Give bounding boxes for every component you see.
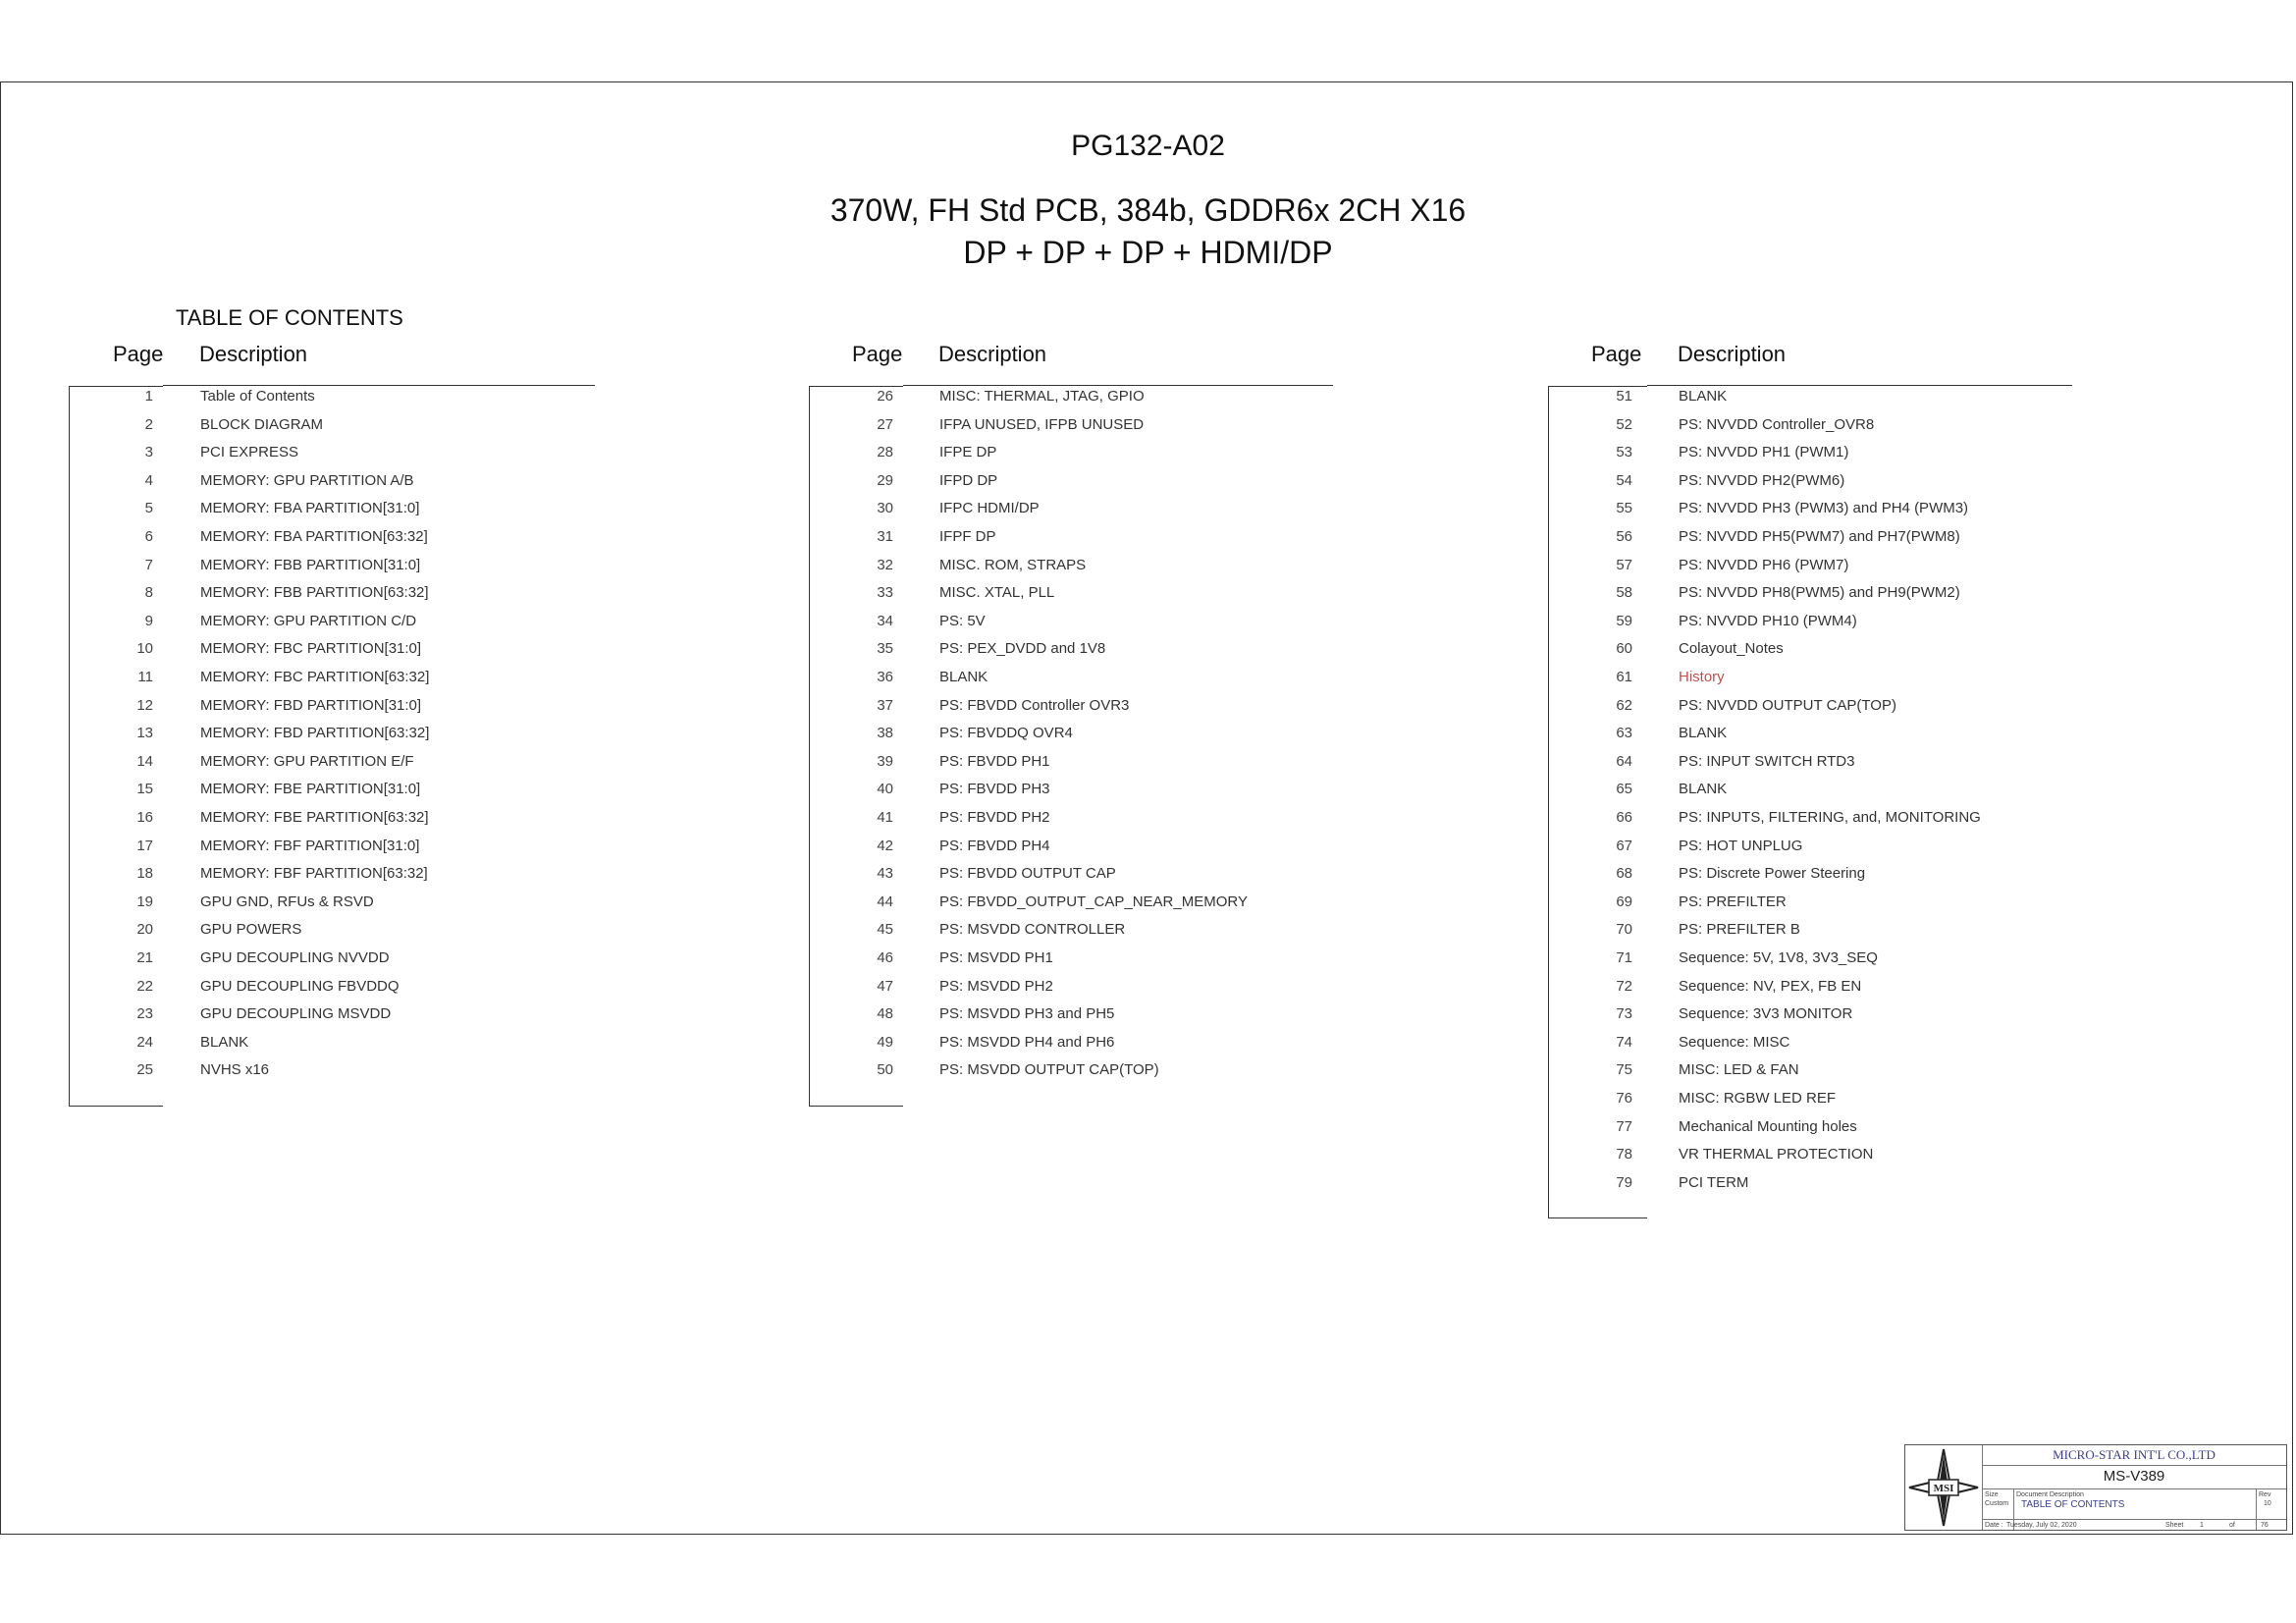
toc-page-number: 65 [1616,781,1632,798]
toc-page-number: 8 [144,584,153,602]
toc-page-number: 61 [1616,669,1632,685]
toc-description: PS: NVVDD OUTPUT CAP(TOP) [1679,696,1896,714]
sheet-label: Sheet [2165,1522,2184,1529]
toc-page-number: 68 [1616,865,1632,883]
toc-description: PS: FBVDDQ OVR4 [939,725,1073,742]
toc-page-number: 23 [136,1005,153,1023]
toc-page-number: 72 [1616,977,1632,995]
msi-logo [1905,1445,1983,1530]
toc-page-number: 57 [1616,556,1632,573]
toc-description: IFPC HDMI/DP [939,500,1040,517]
toc-page-number: 11 [137,669,153,685]
toc-page-number: 43 [877,865,893,883]
toc-page-number: 44 [877,893,893,910]
toc-description: PS: FBVDD PH1 [939,752,1050,770]
toc-page-number: 51 [1616,388,1632,405]
rev-value: 10 [2264,1500,2271,1507]
toc-description: BLANK [1679,725,1728,742]
toc-description: GPU GND, RFUs & RSVD [200,893,374,910]
toc-page-number: 41 [877,809,893,826]
msi-logo-text: MSI [1933,1483,1954,1494]
sheet-total: 76 [2261,1522,2269,1529]
document-subtitle-line2: DP + DP + DP + HDMI/DP [963,235,1333,270]
toc-description: MEMORY: FBE PARTITION[63:32] [200,809,429,826]
sheet-number: 1 [2200,1522,2204,1529]
toc-description: MEMORY: FBC PARTITION[31:0] [200,640,422,658]
toc-page-number: 54 [1616,471,1632,489]
column-header-description: Description [938,342,1047,366]
toc-page-number: 46 [877,949,893,966]
toc-page-number: 50 [877,1061,893,1079]
toc-page-number: 77 [1616,1117,1632,1135]
size-value: Custom [1985,1500,2009,1507]
toc-description: MISC: RGBW LED REF [1679,1090,1837,1107]
of-label: of [2229,1522,2235,1529]
toc-description: PS: PREFILTER [1679,893,1787,910]
column-header-description: Description [1678,342,1787,366]
toc-page-number: 69 [1616,893,1632,910]
title-block [1904,1444,2287,1531]
toc-page-number: 59 [1616,612,1632,629]
toc-page-number: 26 [877,388,893,405]
toc-page-number: 76 [1616,1090,1632,1107]
toc-description: PS: FBVDD PH2 [939,809,1050,826]
toc-heading: TABLE OF CONTENTS [176,305,403,330]
toc-page-number: 21 [136,949,153,966]
toc-page-number: 49 [877,1033,893,1051]
toc-description: Sequence: MISC [1679,1033,1790,1051]
toc-page-number: 52 [1616,415,1632,433]
toc-page-number: 18 [136,865,153,883]
toc-page-number: 53 [1616,444,1632,461]
toc-description: MEMORY: FBC PARTITION[63:32] [200,669,430,685]
toc-page-number: 74 [1616,1033,1632,1051]
toc-description: BLANK [1679,781,1728,798]
toc-page-number: 58 [1616,584,1632,602]
toc-page-number: 35 [877,640,893,658]
column-header-description: Description [199,342,308,366]
toc-page-number: 38 [877,725,893,742]
toc-description: PCI EXPRESS [200,444,299,461]
toc-page-number: 37 [877,696,893,714]
column-header-page: Page [1591,342,1642,366]
toc-page-number: 39 [877,752,893,770]
toc-description: IFPE DP [939,444,997,461]
toc-page-number: 31 [877,528,893,545]
toc-description: GPU POWERS [200,921,302,939]
toc-description: MEMORY: FBD PARTITION[31:0] [200,696,422,714]
toc-description: PS: 5V [939,612,986,629]
document-subtitle-line1: 370W, FH Std PCB, 384b, GDDR6x 2CH X16 [829,192,1467,228]
toc-page-number: 67 [1616,837,1632,854]
toc-description: NVHS x16 [200,1061,270,1079]
toc-page-number: 10 [136,640,153,658]
toc-page-number: 12 [136,696,153,714]
toc-description: MEMORY: GPU PARTITION C/D [200,612,417,629]
toc-description: PS: INPUTS, FILTERING, and, MONITORING [1679,809,1981,826]
toc-page-number: 6 [144,528,153,545]
toc-page-number: 32 [877,556,893,573]
toc-description: GPU DECOUPLING NVVDD [200,949,390,966]
toc-description: PS: HOT UNPLUG [1679,837,1803,854]
toc-page-number: 79 [1616,1173,1632,1191]
toc-description: PS: PREFILTER B [1679,921,1800,939]
toc-description: MISC. XTAL, PLL [939,584,1055,602]
toc-page-number: 60 [1616,640,1632,658]
toc-description: MISC. ROM, STRAPS [939,556,1087,573]
toc-page-number: 13 [136,725,153,742]
toc-description: Table of Contents [200,388,315,405]
toc-description: PS: MSVDD PH4 and PH6 [939,1033,1115,1051]
toc-description: Colayout_Notes [1679,640,1784,658]
toc-page-number: 15 [136,781,153,798]
toc-description: PS: INPUT SWITCH RTD3 [1679,752,1855,770]
toc-description: MEMORY: FBA PARTITION[63:32] [200,528,428,545]
toc-description: PS: MSVDD PH1 [939,949,1053,966]
toc-description: PS: NVVDD Controller_OVR8 [1679,415,1875,433]
toc-description: IFPD DP [939,471,998,489]
toc-page-number: 42 [877,837,893,854]
toc-page-number: 4 [144,471,153,489]
toc-description: IFPF DP [939,528,996,545]
toc-page-number: 25 [136,1061,153,1079]
toc-description: Mechanical Mounting holes [1679,1117,1857,1135]
toc-page-number: 78 [1616,1146,1632,1163]
doc-description-label: Document Description [2016,1491,2084,1498]
toc-description: PS: NVVDD PH10 (PWM4) [1679,612,1857,629]
toc-description: PS: FBVDD PH3 [939,781,1050,798]
toc-page-number: 2 [144,415,153,433]
toc-description: BLANK [939,669,988,685]
toc-description: PS: NVVDD PH2(PWM6) [1679,471,1845,489]
toc-description: MEMORY: FBF PARTITION[31:0] [200,837,420,854]
toc-page-number: 27 [877,415,893,433]
toc-description: History [1679,669,1725,685]
toc-description: Sequence: NV, PEX, FB EN [1679,977,1862,995]
toc-description: PS: NVVDD PH6 (PWM7) [1679,556,1849,573]
date-label: Date : [1985,1522,2003,1529]
toc-description: PS: NVVDD PH1 (PWM1) [1679,444,1849,461]
toc-description: MEMORY: FBE PARTITION[31:0] [200,781,421,798]
toc-page-number: 47 [877,977,893,995]
document-title: PG132-A02 [1071,130,1225,162]
toc-description: GPU DECOUPLING MSVDD [200,1005,392,1023]
toc-description: PS: NVVDD PH3 (PWM3) and PH4 (PWM3) [1679,500,1969,517]
toc-page-number: 20 [136,921,153,939]
toc-description: BLANK [1679,388,1728,405]
toc-page-number: 30 [877,500,893,517]
doc-description-value: TABLE OF CONTENTS [2021,1499,2125,1510]
toc-description: MISC: LED & FAN [1679,1061,1799,1079]
toc-description: MEMORY: FBA PARTITION[31:0] [200,500,420,517]
toc-description: PS: PEX_DVDD and 1V8 [939,640,1106,658]
toc-page-number: 33 [877,584,893,602]
toc-page-number: 56 [1616,528,1632,545]
toc-page-number: 9 [144,612,153,629]
toc-page-number: 7 [144,556,153,573]
toc-description: PS: MSVDD OUTPUT CAP(TOP) [939,1061,1159,1079]
toc-description: MEMORY: FBB PARTITION[31:0] [200,556,421,573]
rev-label: Rev [2259,1491,2271,1498]
toc-page-number: 24 [136,1033,153,1051]
toc-page-number: 64 [1616,752,1632,770]
toc-description: PS: MSVDD PH2 [939,977,1053,995]
date-value: Tuesday, July 02, 2020 [2006,1522,2077,1529]
toc-description: PS: FBVDD Controller OVR3 [939,696,1130,714]
toc-page-number: 22 [136,977,153,995]
toc-description: MEMORY: FBB PARTITION[63:32] [200,584,429,602]
toc-page-number: 73 [1616,1005,1632,1023]
company-name: MICRO-STAR INT'L CO.,LTD [1982,1445,2286,1466]
toc-description: VR THERMAL PROTECTION [1679,1146,1874,1163]
toc-description: BLOCK DIAGRAM [200,415,324,433]
toc-page-number: 29 [877,471,893,489]
toc-page-number: 34 [877,612,893,629]
toc-page-number: 19 [136,893,153,910]
toc-description: PS: NVVDD PH5(PWM7) and PH7(PWM8) [1679,528,1960,545]
toc-page-number: 3 [144,444,153,461]
toc-description: PS: Discrete Power Steering [1679,865,1866,883]
toc-description: Sequence: 5V, 1V8, 3V3_SEQ [1679,949,1878,966]
toc-page-number: 62 [1616,696,1632,714]
model-number: MS-V389 [1982,1465,2286,1489]
toc-description: Sequence: 3V3 MONITOR [1679,1005,1853,1023]
toc-page-number: 71 [1616,949,1632,966]
toc-description: IFPA UNUSED, IFPB UNUSED [939,415,1145,433]
toc-page-number: 14 [136,752,153,770]
toc-page-number: 45 [877,921,893,939]
column-header-page: Page [113,342,164,366]
toc-description: PS: FBVDD OUTPUT CAP [939,865,1116,883]
toc-page-number: 16 [136,809,153,826]
toc-page-number: 36 [877,669,893,685]
toc-page-number: 66 [1616,809,1632,826]
toc-page-number: 70 [1616,921,1632,939]
toc-page-number: 1 [144,388,153,405]
toc-description: BLANK [200,1033,249,1051]
toc-description: MEMORY: GPU PARTITION E/F [200,752,414,770]
toc-page-number: 17 [136,837,153,854]
toc-description: MEMORY: FBF PARTITION[63:32] [200,865,428,883]
toc-page-number: 75 [1616,1061,1632,1079]
toc-description: MEMORY: GPU PARTITION A/B [200,471,414,489]
column-header-page: Page [852,342,903,366]
toc-page-number: 5 [144,500,153,517]
toc-description: PS: MSVDD PH3 and PH5 [939,1005,1115,1023]
toc-description: PS: FBVDD_OUTPUT_CAP_NEAR_MEMORY [939,893,1248,910]
toc-description: GPU DECOUPLING FBVDDQ [200,977,400,995]
toc-description: MEMORY: FBD PARTITION[63:32] [200,725,430,742]
msi-star-icon [1905,1445,1982,1530]
toc-description: PS: FBVDD PH4 [939,837,1050,854]
toc-description: MISC: THERMAL, JTAG, GPIO [939,388,1145,405]
toc-page-number: 28 [877,444,893,461]
toc-page-number: 48 [877,1005,893,1023]
toc-description: PCI TERM [1679,1173,1749,1191]
size-label: Size [1985,1491,1999,1498]
toc-page-number: 55 [1616,500,1632,517]
toc-page-number: 63 [1616,725,1632,742]
toc-description: PS: MSVDD CONTROLLER [939,921,1126,939]
toc-page-number: 40 [877,781,893,798]
toc-description: PS: NVVDD PH8(PWM5) and PH9(PWM2) [1679,584,1960,602]
